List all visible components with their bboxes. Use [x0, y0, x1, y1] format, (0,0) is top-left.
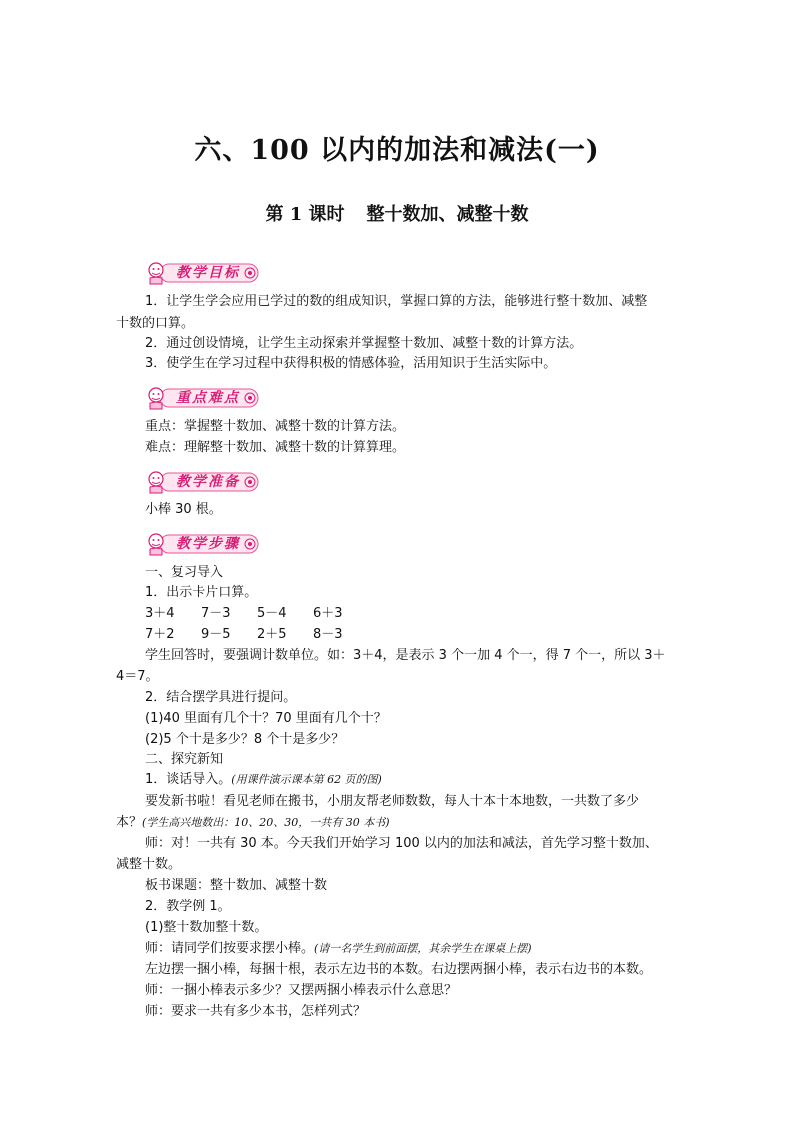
- difficult-point: 难点：理解整十数加、减整十数的计算算理。: [145, 440, 406, 455]
- step-example-1: 2．教学例 1。: [145, 899, 231, 914]
- paragraph-new-books-end: 本？: [116, 815, 143, 830]
- step-review-1: 1．出示卡片口算。: [145, 585, 258, 600]
- teacher-question-2: 师：要求一共有多少本书，怎样列式？: [145, 1004, 367, 1019]
- step-review-heading: 一、复习导入: [145, 565, 224, 580]
- section-banner-keypoints: [142, 384, 262, 410]
- section-title-steps: 教学步骤: [176, 536, 240, 552]
- teacher-question-1: 师：一捆小棒表示多少？又摆两捆小棒表示什么意思？: [145, 983, 458, 998]
- section-title-prep: 教学准备: [176, 474, 240, 490]
- math-item: 7－3: [201, 606, 231, 621]
- board-title: 板书课题：整十数加、减整十数: [145, 878, 328, 893]
- math-item: 8－3: [313, 627, 343, 642]
- teacher-instruction-note: (请一名学生到前面摆，其余学生在课桌上摆): [314, 942, 532, 955]
- prep-materials: 小棒 30 根。: [145, 502, 222, 517]
- goal-1-continued: 十数的口算。: [116, 316, 195, 331]
- step-explore-1-text: 1．谈话导入。: [145, 772, 232, 787]
- question-1: (1)40 里面有几个十？70 里面有几个十？: [145, 711, 387, 726]
- section-banner-goals: [142, 259, 262, 285]
- paragraph-new-books-continued: [116, 813, 390, 833]
- teacher-instruction: [145, 939, 532, 959]
- math-item: 2＋5: [257, 627, 287, 642]
- paragraph-teacher-intro-continued: 减整十数。: [116, 857, 182, 872]
- teacher-instruction-text: 师：请同学们按要求摆小棒。: [145, 941, 315, 956]
- math-item: 7＋2: [145, 627, 175, 642]
- step-explore-1-note: (用课件演示课本第 62 页的图): [231, 773, 382, 786]
- section-title-keypoints: 重点难点: [176, 390, 240, 406]
- lesson-number: 第 1 课时: [265, 204, 345, 225]
- paragraph-new-books-note: (学生高兴地数出：10、20、30，一共有 30 本书): [142, 816, 390, 829]
- section-banner-prep: [142, 468, 262, 494]
- math-item: 9－5: [201, 627, 231, 642]
- step-explore-1: [145, 770, 382, 790]
- step-example-1-part-1: (1)整十数加整十数。: [145, 920, 268, 935]
- math-item: 3＋4: [145, 606, 175, 621]
- stick-arrangement: 左边摆一捆小棒，每捆十根，表示左边书的本数。右边摆两捆小棒，表示右边书的本数。: [145, 962, 653, 977]
- goal-2: 2．通过创设情境，让学生主动探索并掌握整十数加、减整十数的计算方法。: [145, 336, 583, 351]
- step-explore-heading: 二、探究新知: [145, 752, 224, 767]
- key-point: 重点：掌握整十数加、减整十数的计算方法。: [145, 419, 406, 434]
- lesson-subtitle: [0, 200, 794, 226]
- paragraph-new-books: 要发新书啦！看见老师在搬书，小朋友帮老师数数，每人十本十本地数，一共数了多少: [145, 794, 640, 809]
- step-review-2: 2．结合摆学具进行提问。: [145, 690, 297, 705]
- math-item: 5－4: [257, 606, 287, 621]
- section-banner-steps: [142, 530, 262, 556]
- math-item: 6＋3: [313, 606, 343, 621]
- math-row-1: [145, 604, 369, 624]
- math-row-2: [145, 625, 369, 645]
- goal-1: 1．让学生学会应用已学过的数的组成知识，掌握口算的方法，能够进行整十数加、减整: [145, 294, 648, 309]
- goal-3: 3．使学生在学习过程中获得积极的情感体验，活用知识于生活实际中。: [145, 356, 557, 371]
- page-title: 六、100 以内的加法和减法(一): [194, 135, 600, 166]
- section-title-goals: 教学目标: [176, 265, 240, 281]
- answer-explanation: 学生回答时，要强调计数单位。如：3＋4，是表示 3 个一加 4 个一，得 7 个一，所以 3＋: [145, 648, 666, 663]
- question-2: (2)5 个十是多少？8 个十是多少？: [145, 732, 345, 747]
- lesson-topic: 整十数加、减整十数: [366, 204, 529, 225]
- answer-explanation-continued: 4＝7。: [116, 669, 159, 684]
- paragraph-teacher-intro: 师：对！一共有 30 本。今天我们开始学习 100 以内的加法和减法，首先学习整十数加、: [145, 836, 658, 851]
